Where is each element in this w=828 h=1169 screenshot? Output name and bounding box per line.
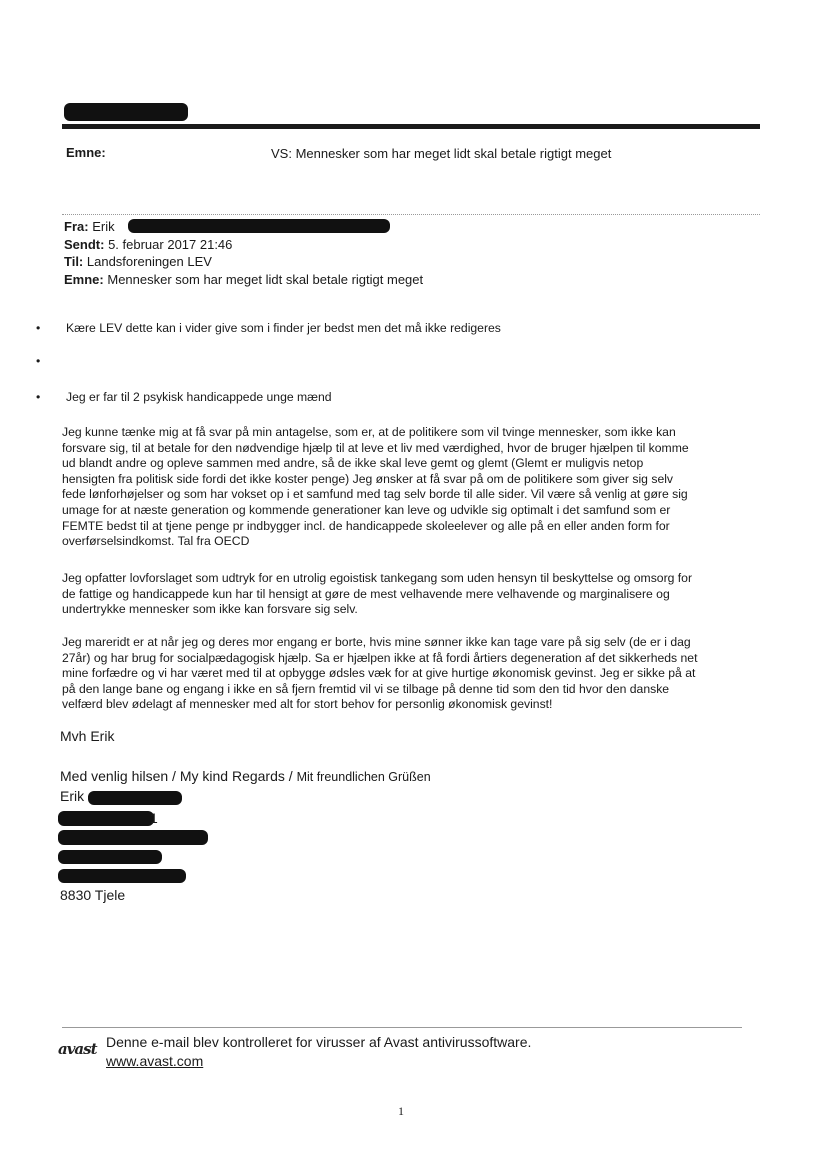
redacted-phone-2: [58, 850, 162, 864]
from-value: Erik: [92, 219, 115, 234]
body-line: fede lønforhøjelser og som har vokset op i et samfund med tag selv borde til alle sider. Vil være så venlig at gøre sig: [62, 487, 688, 502]
signature-city: 8830 Tjele: [60, 887, 126, 903]
avast-link[interactable]: www.avast.com: [106, 1053, 204, 1069]
body-line: på den lange bane og engang i ikke en så fjern fremtid vil vi se tilbage på denne tid som den tid hvor den danske: [62, 681, 670, 696]
fwd-subject-value: Mennesker som har meget lidt skal betale rigtigt meget: [107, 271, 424, 287]
body-line: de fattige og handicappede kun har til hensigt at gøre de mest velhavende mere velhavende og marginalisere og: [62, 586, 670, 601]
mvh-line: Mvh Erik: [60, 728, 115, 744]
body-line: hensigten fra politisk side fordi det ikke koster penge) Jeg ønsker at få svar på om de politikere som giver sig selv: [62, 471, 674, 486]
body-line: forsvare sig, til at betale for den nødvendige hjælp til at leve et liv med værdighed, hvor de bruger hjælpen til komme: [62, 440, 689, 455]
body-line: 27år) og har brug for socialpædagogisk hjælp. Sa er hjælpen ikke at få fordi årtiers degeneration af det sikkerheds net: [62, 650, 698, 665]
body-line: Jeg mareridt er at når jeg og deres mor engang er borte, hvis mine sønner ikke kan tage vare på sig selv (de er i dag: [62, 635, 691, 649]
redacted-sender-email: [128, 219, 390, 233]
phone-tail: 1: [150, 810, 158, 826]
regards-main: Med venlig hilsen / My kind Regards /: [60, 768, 297, 784]
body-line: FEMTE bedst til at tjene penge pr indbygger incl. de handicappede skoleelever og alle på en eller anden form for: [62, 518, 670, 533]
bullet-dot-icon: •: [36, 390, 41, 404]
subject-value: VS: Mennesker som har meget lidt skal betale rigtigt meget: [271, 146, 612, 161]
footer-divider: [62, 1027, 742, 1028]
bullet-1: [36, 321, 501, 335]
redacted-address: [58, 830, 208, 845]
body-line: overførselsindkomst. Tal fra OECD: [62, 534, 250, 549]
regards-german: Mit freundlichen Grüßen: [296, 770, 431, 784]
bullet-2: [36, 354, 66, 368]
redacted-street: [58, 869, 186, 883]
avast-logo: avast: [58, 1040, 97, 1058]
bullet-text: Jeg er far til 2 psykisk handicappede unge mænd: [66, 390, 332, 404]
to-value: Landsforeningen LEV: [86, 254, 212, 269]
sent-value: 5. februar 2017 21:46: [108, 236, 233, 252]
forward-divider: [62, 214, 760, 215]
bullet-dot-icon: •: [36, 321, 41, 335]
body-line: mine forfædre og vi har været med til at opbygge ødsles væk for at give hurtige økonomisk gevinst. Jeg er sikke på at: [62, 666, 696, 681]
body-line: Jeg opfatter lovforslaget som udtryk for en utrolig egoistisk tankegang som uden hensyn til beskyttelse og omsorg for: [62, 571, 693, 585]
to-label: Til:: [64, 254, 84, 269]
body-line: ud blandt andre og opleve sammen med andre, så de ikke skal leve gemt og glemt (Glemt er muligvis netop: [62, 456, 644, 471]
body-line: velfærd blev ødelagt af mennesker med alt for stort behov for personlig økonomisk gevinst!: [62, 697, 553, 712]
bullet-3: [36, 390, 332, 404]
signature-name: Erik: [60, 788, 85, 804]
bullet-dot-icon: •: [36, 354, 41, 368]
sent-label: Sendt:: [64, 236, 105, 252]
body-paragraph-1: [62, 425, 762, 550]
redacted-surname: [88, 791, 182, 805]
page-number: 1: [398, 1104, 404, 1118]
from-label: Fra:: [64, 219, 89, 234]
body-line: undertrykke mennesker som ikke kan forsvare sig selv.: [62, 602, 358, 617]
regards-line: [60, 768, 431, 784]
redacted-header-name: [64, 103, 188, 121]
subject-label: Emne:: [66, 145, 106, 160]
fwd-subject-label: Emne:: [64, 271, 104, 287]
body-paragraph-3: [62, 635, 762, 713]
redacted-phone: [58, 811, 154, 826]
body-paragraph-2: [62, 571, 762, 618]
bullet-text: Kære LEV dette kan i vider give som i finder jer bedst men det må ikke redigeres: [66, 321, 501, 335]
body-line: Jeg kunne tænke mig at få svar på min antagelse, som er, at de politikere som vil tvinge mennesker, som ikke kan: [62, 425, 676, 439]
avast-message: Denne e-mail blev kontrolleret for virusser af Avast antivirussoftware.: [106, 1034, 532, 1050]
header-rule: [62, 124, 760, 129]
body-line: umage for at næste generation og kommende generationer kan leve og udvikle sig optimalt i det samfund som er: [62, 502, 671, 517]
